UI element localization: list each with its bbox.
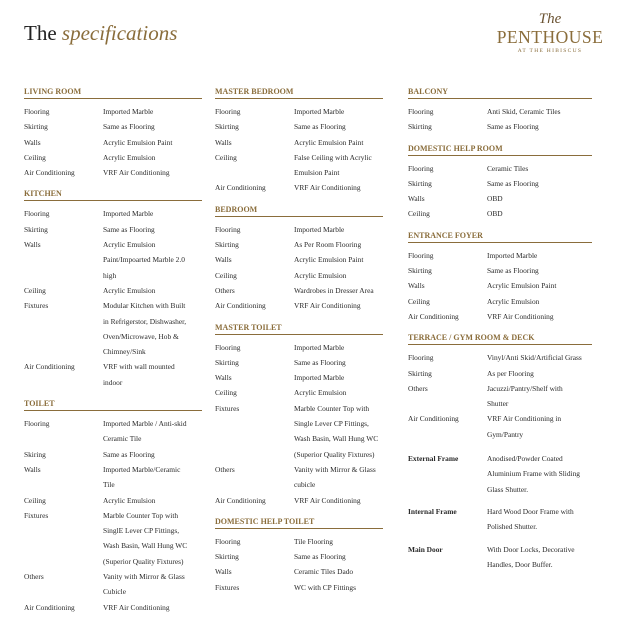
- spec-value: Same as Flooring: [294, 122, 346, 132]
- spec-value: OBD: [487, 209, 503, 219]
- spec-value: Imported Marble: [487, 250, 538, 260]
- spec-row: [215, 135, 383, 150]
- spec-value: Same as Flooring: [487, 178, 539, 188]
- spec-label: Flooring: [408, 163, 434, 173]
- spec-value: Imported Marble/Ceramic Tile: [103, 464, 181, 490]
- spec-label: Skirting: [24, 122, 48, 132]
- spec-row: [215, 493, 383, 508]
- spec-row: [408, 206, 592, 221]
- spec-label: Ceiling: [24, 152, 46, 162]
- spec-label: Fixtures: [24, 301, 49, 311]
- spec-value: Acrylic Emulsion Paint: [294, 255, 364, 265]
- spec-value: Acrylic Emulsion: [103, 152, 156, 162]
- spec-value: Imported Marble / Anti-skid Ceramic Tile: [103, 419, 187, 444]
- spec-label: Ceiling: [408, 209, 430, 219]
- spec-value: VRF Air Conditioning: [294, 301, 361, 311]
- spec-label: Ceiling: [215, 388, 237, 398]
- frame-value: Hard Wood Door Frame with Polished Shutter.: [487, 506, 574, 532]
- spec-row: [215, 237, 383, 252]
- spec-value: Acrylic Emulsion: [294, 388, 347, 398]
- spec-value: Marble Counter Top with SinglE Lever CP Fittings, Wash Basin, Wall Hung WC (Superior Quality Fixtures): [103, 510, 188, 566]
- spec-value: VRF Air Conditioning: [103, 168, 170, 178]
- spec-label: Air Conditioning: [408, 311, 459, 321]
- spec-row: [215, 180, 383, 195]
- spec-row: [24, 165, 202, 180]
- spec-row: [24, 569, 202, 600]
- spec-label: Walls: [24, 137, 41, 147]
- spec-label: Ceiling: [24, 495, 46, 505]
- spec-value: False Ceiling with Acrylic Emulsion Paint: [294, 152, 372, 178]
- spec-label: Skirting: [215, 122, 239, 132]
- spec-label: Air Conditioning: [215, 301, 266, 311]
- section-title: BEDROOM: [215, 205, 383, 217]
- spec-value: Imported Marble: [294, 107, 345, 116]
- spec-value: Vanity with Mirror & Glass Cubicle: [103, 572, 185, 597]
- spec-section-master-toilet: [215, 323, 383, 508]
- spec-section-domestic-help-toilet: [215, 517, 383, 595]
- spec-label: Skirting: [215, 357, 239, 367]
- spec-label: Skirting: [408, 266, 432, 276]
- spec-label: Skirting: [24, 224, 48, 234]
- spec-label: Fixtures: [215, 403, 240, 413]
- spec-section-kitchen: [24, 189, 202, 390]
- spec-row: [215, 401, 383, 462]
- spec-label: Air Conditioning: [408, 414, 459, 424]
- spec-row: [408, 263, 592, 278]
- spec-value: Acrylic Emulsion: [103, 495, 156, 505]
- spec-label: Fixtures: [24, 510, 49, 520]
- spec-row: [24, 135, 202, 150]
- spec-row: [24, 447, 202, 462]
- spec-label: Skiring: [24, 449, 46, 459]
- spec-label: Air Conditioning: [24, 168, 75, 178]
- logo-main: PENTHOUSE: [496, 27, 604, 47]
- spec-value: Imported Marble: [294, 373, 345, 383]
- spec-value: Tile Flooring: [294, 536, 333, 546]
- spec-value: Imported Marble: [294, 224, 345, 234]
- spec-label: Walls: [24, 240, 41, 250]
- spec-row: [24, 104, 202, 119]
- spec-label: Flooring: [215, 342, 241, 352]
- spec-row: [408, 119, 592, 134]
- spec-row: [24, 359, 202, 390]
- section-title: TOILET: [24, 399, 202, 411]
- frame-row: [408, 542, 592, 573]
- spec-label: Air Conditioning: [24, 362, 75, 372]
- frame-row: [408, 504, 592, 535]
- spec-section-bedroom: [215, 205, 383, 314]
- spec-row: [215, 355, 383, 370]
- spec-value: Acrylic Emulsion: [487, 296, 540, 306]
- spec-value: Ceramic Tiles: [487, 163, 529, 173]
- spec-label: Walls: [408, 194, 425, 204]
- frame-label: Main Door: [408, 544, 443, 554]
- spec-label: Walls: [215, 373, 232, 383]
- spec-row: [215, 222, 383, 237]
- section-title: LIVING ROOM: [24, 87, 202, 99]
- spec-label: Walls: [215, 255, 232, 265]
- spec-row: [408, 248, 592, 263]
- spec-row: [408, 191, 592, 206]
- spec-row: [24, 416, 202, 447]
- spec-row: [24, 493, 202, 508]
- logo-the: The: [538, 11, 562, 27]
- spec-row: [215, 564, 383, 579]
- section-title: TERRACE / GYM ROOM & DECK: [408, 333, 592, 345]
- spec-section-domestic-help-room: [408, 144, 592, 222]
- frame-specs: [408, 451, 592, 572]
- spec-row: [215, 150, 383, 181]
- spec-label: Others: [215, 285, 235, 295]
- spec-value: Acrylic Emulsion Paint/Impoarted Marble 2.0 high: [103, 240, 185, 280]
- spec-value: As Per Room Flooring: [294, 240, 362, 250]
- spec-section-balcony: [408, 87, 592, 135]
- spec-label: Air Conditioning: [24, 602, 75, 612]
- spec-row: [408, 161, 592, 176]
- spec-row: [408, 381, 592, 412]
- spec-row: [215, 252, 383, 267]
- frame-value: With Door Locks, Decorative Handles, Door Buffer.: [487, 544, 575, 569]
- spec-label: Ceiling: [215, 152, 237, 162]
- spec-value: Acrylic Emulsion Paint: [294, 137, 364, 147]
- spec-value: Vinyl/Anti Skid/Artificial Grass: [487, 353, 582, 363]
- spec-value: VRF Air Conditioning in Gym/Pantry: [487, 414, 562, 439]
- spec-label: Air Conditioning: [215, 183, 266, 193]
- spec-value: Vanity with Mirror & Glass cubicle: [294, 464, 376, 490]
- spec-label: Skirting: [215, 240, 239, 250]
- spec-row: [215, 104, 383, 119]
- page-title: [24, 20, 177, 46]
- spec-row: [408, 366, 592, 381]
- spec-value: OBD: [487, 194, 503, 204]
- spec-row: [215, 268, 383, 283]
- spec-row: [24, 222, 202, 237]
- spec-row: [215, 534, 383, 549]
- spec-label: Fixtures: [215, 582, 240, 592]
- spec-value: Acrylic Emulsion: [103, 285, 156, 295]
- spec-row: [408, 278, 592, 293]
- spec-label: Ceiling: [24, 285, 46, 295]
- spec-value: Same as Flooring: [487, 266, 539, 276]
- spec-label: Skirting: [408, 178, 432, 188]
- spec-row: [215, 283, 383, 298]
- spec-value: Ceramic Tiles Dado: [294, 567, 354, 577]
- spec-label: Flooring: [215, 224, 241, 234]
- spec-label: Walls: [24, 464, 41, 474]
- spec-row: [24, 150, 202, 165]
- spec-value: VRF Air Conditioning: [487, 311, 554, 321]
- spec-section-entrance-foyer: [408, 231, 592, 324]
- spec-row: [24, 462, 202, 493]
- page-title-plain: The: [24, 21, 57, 45]
- spec-value: As per Flooring: [487, 368, 534, 378]
- spec-value: VRF Air Conditioning: [294, 495, 361, 505]
- spec-value: Acrylic Emulsion: [294, 270, 347, 280]
- spec-label: Flooring: [24, 419, 50, 429]
- page-title-accent: specifications: [61, 21, 178, 45]
- spec-label: Flooring: [408, 107, 434, 116]
- spec-value: WC with CP Fittings: [294, 582, 356, 592]
- spec-row: [215, 580, 383, 595]
- spec-row: [24, 237, 202, 283]
- spec-value: VRF Air Conditioning: [294, 183, 361, 193]
- spec-label: Flooring: [408, 250, 434, 260]
- spec-row: [24, 298, 202, 359]
- spec-column-3: [408, 87, 592, 579]
- spec-label: Flooring: [215, 107, 241, 116]
- spec-row: [215, 385, 383, 400]
- spec-value: Same as Flooring: [103, 122, 155, 132]
- spec-label: Flooring: [408, 353, 434, 363]
- logo-sub: AT THE HIBISCUS: [517, 48, 583, 54]
- spec-row: [24, 119, 202, 134]
- section-title: KITCHEN: [24, 189, 202, 201]
- spec-row: [24, 600, 202, 615]
- spec-label: Skirting: [408, 368, 432, 378]
- spec-label: Others: [215, 464, 235, 474]
- spec-value: Same as Flooring: [103, 449, 155, 459]
- spec-label: Others: [24, 572, 44, 582]
- spec-value: VRF with wall mounted indoor: [103, 362, 175, 387]
- spec-row: [24, 283, 202, 298]
- spec-label: Skirting: [215, 552, 239, 562]
- section-title: MASTER TOILET: [215, 323, 383, 335]
- spec-row: [408, 411, 592, 442]
- spec-value: Same as Flooring: [487, 122, 539, 132]
- section-title: DOMESTIC HELP TOILET: [215, 517, 383, 529]
- spec-row: [408, 294, 592, 309]
- spec-label: Air Conditioning: [215, 495, 266, 505]
- spec-row: [215, 340, 383, 355]
- spec-row: [215, 549, 383, 564]
- spec-value: Same as Flooring: [294, 357, 346, 367]
- spec-label: Ceiling: [215, 270, 237, 280]
- spec-column-1: [24, 87, 202, 624]
- brand-logo: [482, 12, 618, 62]
- spec-section-toilet: [24, 399, 202, 615]
- spec-label: Flooring: [24, 209, 50, 219]
- spec-label: Walls: [215, 137, 232, 147]
- section-title: BALCONY: [408, 87, 592, 99]
- spec-value: Same as Flooring: [294, 552, 346, 562]
- frame-value: Anodised/Powder Coated Aluminium Frame with Sliding Glass Shutter.: [487, 454, 581, 494]
- spec-row: [215, 298, 383, 313]
- spec-value: Acrylic Emulsion Paint: [487, 281, 557, 291]
- spec-row: [215, 370, 383, 385]
- section-title: ENTRANCE FOYER: [408, 231, 592, 243]
- spec-value: Acrylic Emulsion Paint: [103, 137, 173, 147]
- spec-label: Ceiling: [408, 296, 430, 306]
- spec-row: [215, 462, 383, 493]
- spec-row: [408, 350, 592, 365]
- section-title: MASTER BEDROOM: [215, 87, 383, 99]
- spec-value: Imported Marble: [103, 107, 154, 116]
- spec-value: Imported Marble: [294, 342, 345, 352]
- spec-row: [408, 176, 592, 191]
- spec-label: Flooring: [24, 107, 50, 116]
- spec-value: VRF Air Conditioning: [103, 602, 170, 612]
- spec-value: Imported Marble: [103, 209, 154, 219]
- spec-label: Walls: [215, 567, 232, 577]
- frame-label: External Frame: [408, 454, 459, 464]
- spec-value: Marble Counter Top with Single Lever CP Fittings, Wash Basin, Wall Hung WC (Superior Quality Fixtures): [294, 403, 379, 459]
- spec-section-living-room: [24, 87, 202, 180]
- spec-label: Others: [408, 383, 428, 393]
- frame-label: Internal Frame: [408, 506, 457, 516]
- section-title: DOMESTIC HELP ROOM: [408, 144, 592, 156]
- spec-value: Jacuzzi/Pantry/Shelf with Shutter: [487, 383, 563, 409]
- spec-value: Modular Kitchen with Built in Refrigerstor, Dishwasher, Oven/Microwave, Hob & Chimney/Sink: [103, 301, 187, 357]
- spec-column-2: [215, 87, 383, 604]
- spec-row: [24, 508, 202, 569]
- spec-label: Walls: [408, 281, 425, 291]
- spec-row: [408, 309, 592, 324]
- spec-section-master-bedroom: [215, 87, 383, 196]
- spec-label: Flooring: [215, 536, 241, 546]
- spec-value: Anti Skid, Ceramic Tiles: [487, 107, 561, 116]
- spec-section-terrace-gym-room-deck: [408, 333, 592, 442]
- spec-value: Same as Flooring: [103, 224, 155, 234]
- frame-row: [408, 451, 592, 497]
- spec-row: [408, 104, 592, 119]
- spec-value: Wardrobes in Dresser Area: [294, 285, 374, 295]
- spec-label: Skirting: [408, 122, 432, 132]
- spec-row: [215, 119, 383, 134]
- spec-row: [24, 206, 202, 221]
